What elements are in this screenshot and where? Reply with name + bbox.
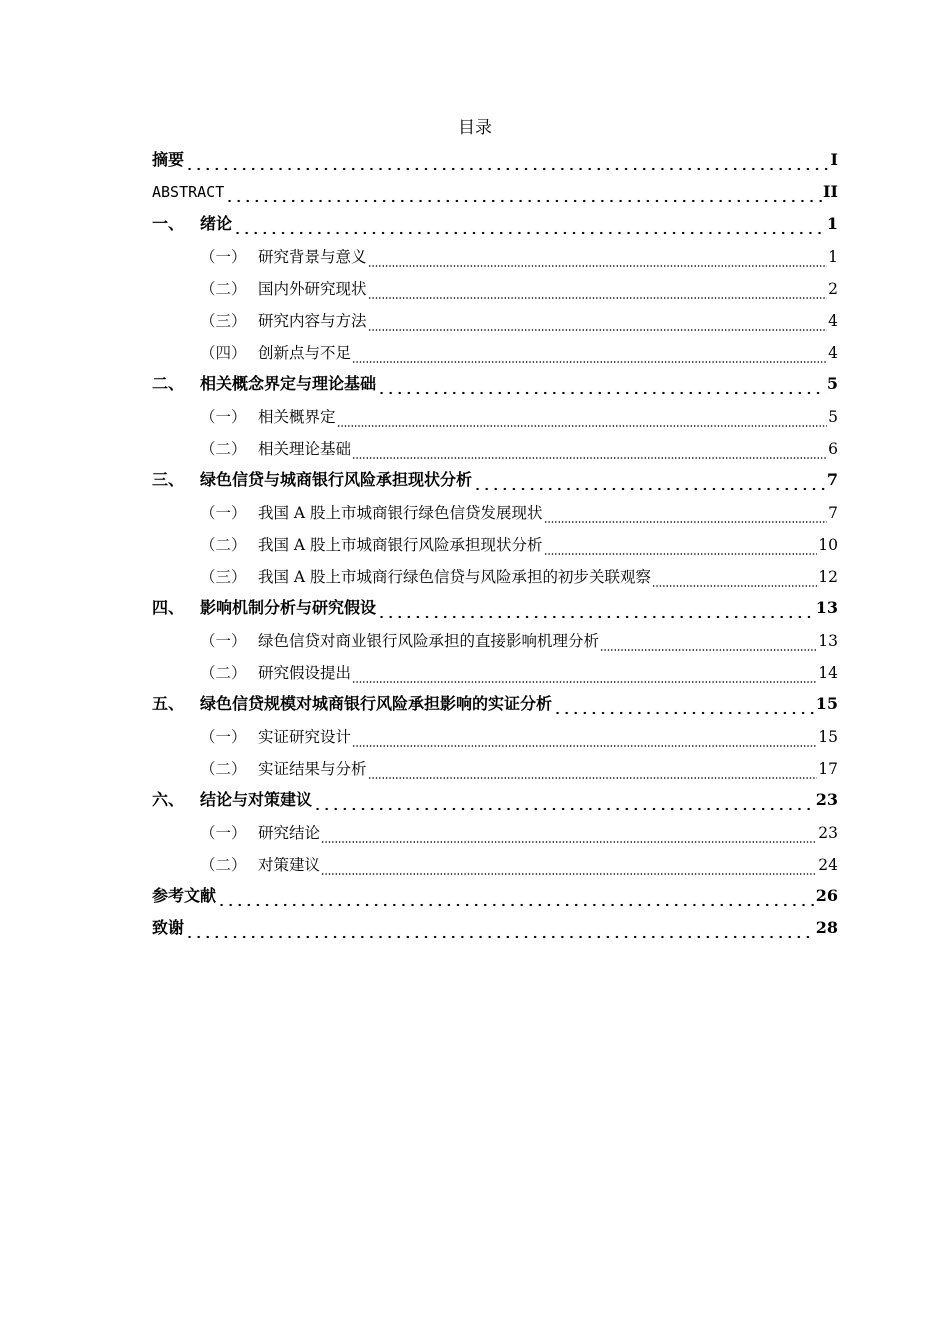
dot-leader bbox=[352, 346, 827, 364]
toc-entry-number: （一） bbox=[200, 824, 247, 842]
dot-leader bbox=[185, 152, 830, 172]
toc-entry[interactable] bbox=[152, 844, 838, 876]
toc-entry-number: （一） bbox=[200, 504, 247, 522]
toc-entry-page-number: 28 bbox=[815, 918, 838, 937]
toc-entry-label: 绿色信贷对商业银行风险承担的直接影响机理分析 bbox=[258, 632, 600, 650]
toc-entry[interactable] bbox=[152, 588, 838, 620]
toc-entry-number: 一、 bbox=[152, 214, 185, 233]
toc-entry[interactable] bbox=[152, 204, 838, 236]
toc-entry[interactable] bbox=[152, 908, 838, 940]
dot-leader bbox=[377, 376, 826, 396]
toc-entry[interactable] bbox=[152, 524, 838, 556]
toc-entry-number: （二） bbox=[200, 856, 247, 874]
toc-entry-page-number: 4 bbox=[828, 344, 838, 362]
toc-entry-number: （一） bbox=[200, 632, 247, 650]
toc-entry[interactable] bbox=[152, 620, 838, 652]
toc-entry-page-number: 6 bbox=[828, 440, 838, 458]
toc-entry-number: （二） bbox=[200, 440, 247, 458]
toc-entry-page-number: 24 bbox=[818, 856, 838, 874]
toc-entry-number: （二） bbox=[200, 280, 247, 298]
toc-entry-label: 实证研究设计 bbox=[258, 728, 352, 746]
toc-entry-label: 结论与对策建议 bbox=[200, 790, 313, 809]
dot-leader bbox=[337, 410, 828, 428]
toc-entry-page-number: 5 bbox=[826, 374, 838, 393]
toc-entry-label: 创新点与不足 bbox=[258, 344, 352, 362]
dot-leader bbox=[225, 184, 822, 204]
toc-entry-number: 四、 bbox=[152, 598, 185, 617]
toc-entry-label: 参考文献 bbox=[152, 886, 217, 905]
toc-entry-label: 我国 A 股上市城商行绿色信贷与风险承担的初步关联观察 bbox=[258, 568, 652, 586]
toc-entry-label: 绿色信贷与城商银行风险承担现状分析 bbox=[200, 470, 473, 489]
toc-entry-page-number: 15 bbox=[818, 728, 838, 746]
toc-entry-page-number: 1 bbox=[826, 214, 838, 233]
toc-entry-label: 研究假设提出 bbox=[258, 664, 352, 682]
dot-leader bbox=[368, 762, 818, 780]
toc-entry-page-number: 7 bbox=[826, 470, 838, 489]
toc-entry[interactable] bbox=[152, 460, 838, 492]
toc-entry[interactable] bbox=[152, 236, 838, 268]
toc-entry-page-number: 5 bbox=[828, 408, 838, 426]
toc-entry-page-number: 23 bbox=[815, 790, 838, 809]
dot-leader bbox=[185, 920, 815, 940]
toc-entry[interactable] bbox=[152, 492, 838, 524]
toc-entry[interactable] bbox=[152, 652, 838, 684]
dot-leader bbox=[377, 600, 815, 620]
toc-entry-label: 影响机制分析与研究假设 bbox=[200, 598, 377, 617]
toc-entry-page-number: II bbox=[823, 182, 838, 201]
dot-leader bbox=[352, 442, 827, 460]
dot-leader bbox=[544, 538, 818, 556]
toc-entry-label: 绪论 bbox=[200, 214, 233, 233]
dot-leader bbox=[553, 696, 815, 716]
toc-entry-page-number: 13 bbox=[818, 632, 838, 650]
toc-entry-label: 相关概念界定与理论基础 bbox=[200, 374, 377, 393]
dot-leader bbox=[473, 472, 826, 492]
toc-entry-label: 我国 A 股上市城商银行风险承担现状分析 bbox=[258, 536, 543, 554]
toc-entry-number: 二、 bbox=[152, 374, 185, 393]
toc-entry-label: 对策建议 bbox=[258, 856, 321, 874]
toc-title: 目录 bbox=[458, 118, 492, 138]
dot-leader bbox=[321, 826, 817, 844]
toc-entry-page-number: 12 bbox=[818, 568, 838, 586]
toc-entry-label: 国内外研究现状 bbox=[258, 280, 367, 298]
toc-entry-page-number: 10 bbox=[818, 536, 838, 554]
toc-entry[interactable] bbox=[152, 300, 838, 332]
toc-entry-page-number: 23 bbox=[818, 824, 838, 842]
dot-leader bbox=[321, 858, 817, 876]
toc-entry-page-number: 15 bbox=[815, 694, 838, 713]
toc-entry-label: 研究背景与意义 bbox=[258, 248, 367, 266]
toc-entry-page-number: 2 bbox=[828, 280, 838, 298]
toc-entry-label: ABSTRACT bbox=[152, 183, 225, 201]
dot-leader bbox=[652, 570, 817, 588]
toc-entry-number: （一） bbox=[200, 248, 247, 266]
toc-entry[interactable] bbox=[152, 396, 838, 428]
dot-leader bbox=[352, 730, 817, 748]
dot-leader bbox=[368, 250, 828, 268]
toc-entry-number: （三） bbox=[200, 312, 247, 330]
toc-entry[interactable] bbox=[152, 140, 838, 172]
toc-entry-number: （一） bbox=[200, 728, 247, 746]
toc-entry[interactable] bbox=[152, 748, 838, 780]
dot-leader bbox=[600, 634, 817, 652]
toc-entry[interactable] bbox=[152, 876, 838, 908]
toc-entry-number: （三） bbox=[200, 568, 247, 586]
toc-entry-number: （一） bbox=[200, 408, 247, 426]
toc-entry[interactable] bbox=[152, 556, 838, 588]
toc-entry-page-number: 1 bbox=[828, 248, 838, 266]
toc-entry-page-number: 13 bbox=[815, 598, 838, 617]
toc-entry[interactable] bbox=[152, 716, 838, 748]
toc-entry-label: 研究内容与方法 bbox=[258, 312, 367, 330]
toc-entry[interactable] bbox=[152, 332, 838, 364]
dot-leader bbox=[233, 216, 826, 236]
toc-entry[interactable] bbox=[152, 364, 838, 396]
table-of-contents bbox=[152, 140, 838, 940]
toc-entry-number: （四） bbox=[200, 344, 247, 362]
toc-entry[interactable] bbox=[152, 812, 838, 844]
toc-entry-label: 相关理论基础 bbox=[258, 440, 352, 458]
toc-entry-label: 实证结果与分析 bbox=[258, 760, 367, 778]
toc-entry-number: （二） bbox=[200, 760, 247, 778]
toc-entry-label: 研究结论 bbox=[258, 824, 321, 842]
toc-entry[interactable] bbox=[152, 684, 838, 716]
toc-entry-label: 绿色信贷规模对城商银行风险承担影响的实证分析 bbox=[200, 694, 553, 713]
dot-leader bbox=[217, 888, 815, 908]
toc-entry-label: 摘要 bbox=[152, 150, 185, 169]
toc-entry-page-number: I bbox=[830, 150, 838, 169]
toc-entry-page-number: 7 bbox=[828, 504, 838, 522]
toc-entry-page-number: 26 bbox=[815, 886, 838, 905]
dot-leader bbox=[313, 792, 815, 812]
dot-leader bbox=[544, 506, 828, 524]
toc-entry-label: 我国 A 股上市城商银行绿色信贷发展现状 bbox=[258, 504, 543, 522]
toc-entry-number: 五、 bbox=[152, 694, 185, 713]
toc-entry-number: 三、 bbox=[152, 470, 185, 489]
toc-entry[interactable] bbox=[152, 172, 838, 204]
toc-entry-label: 相关概界定 bbox=[258, 408, 336, 426]
toc-entry-label: 致谢 bbox=[152, 918, 185, 937]
toc-entry-page-number: 17 bbox=[818, 760, 838, 778]
toc-entry[interactable] bbox=[152, 780, 838, 812]
dot-leader bbox=[368, 282, 828, 300]
toc-entry-number: （二） bbox=[200, 664, 247, 682]
toc-entry-page-number: 14 bbox=[818, 664, 838, 682]
dot-leader bbox=[352, 666, 817, 684]
toc-entry[interactable] bbox=[152, 428, 838, 460]
toc-entry-page-number: 4 bbox=[828, 312, 838, 330]
toc-entry-number: 六、 bbox=[152, 790, 185, 809]
dot-leader bbox=[368, 314, 828, 332]
toc-entry[interactable] bbox=[152, 268, 838, 300]
toc-entry-number: （二） bbox=[200, 536, 247, 554]
